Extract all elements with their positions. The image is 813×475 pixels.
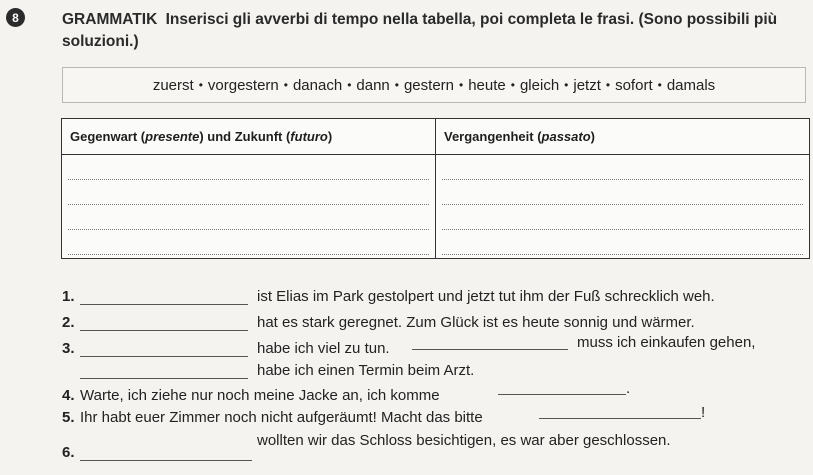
sentence-3-text-a: habe ich viel zu tun. [257,340,390,357]
word-bank-item: zuerst [152,76,194,94]
exercise-instruction [62,9,802,53]
word-bank-item: heute [468,76,506,94]
sentence-4-text: Warte, ich ziehe nur noch meine Jacke an, ich komme [80,387,440,404]
column-header-present-future: Gegenwart (presente) und Zukunft (futuro) [62,119,436,155]
table-cell-past[interactable] [436,205,810,230]
table-cell-past[interactable] [436,155,810,181]
sentence-6-blank[interactable] [80,460,252,461]
word-bank-item: damals [666,76,716,94]
word-separator: • [283,78,288,92]
table-cell-past[interactable] [436,230,810,259]
word-separator: • [347,78,352,92]
table-cell-present[interactable] [62,230,436,259]
sentence-5-number: 5. [62,409,75,426]
sentence-3-text-b: muss ich einkaufen gehen, [577,334,756,351]
word-bank-item: sofort [615,76,653,94]
sentence-3-number: 3. [62,340,75,357]
word-bank-item: gestern [403,76,455,94]
table-cell-present[interactable] [62,205,436,230]
sentence-1-blank[interactable] [80,304,248,305]
word-bank-item: vorgestern [207,76,279,94]
word-separator: • [510,78,515,92]
sentence-3-blank-1[interactable] [80,356,248,357]
sentence-4-number: 4. [62,387,75,404]
exercise-number-badge: 8 [6,8,25,27]
table-cell-past[interactable] [436,180,810,205]
word-separator: • [605,78,611,92]
sentence-3-blank-2[interactable] [412,349,568,350]
word-bank-item: dann [356,76,390,94]
word-bank [62,67,806,103]
table-cell-present[interactable] [62,155,436,181]
exercise-title: GRAMMATIK [62,11,158,28]
column-header-past: Vergangenheit (passato) [436,119,810,155]
sentence-1-text: ist Elias im Park gestolpert und jetzt tut ihm der Fuß schrecklich weh. [257,288,715,305]
sentence-2-text: hat es stark geregnet. Zum Glück ist es heute sonnig und wärmer. [257,314,695,331]
instruction-text: Inserisci gli avverbi di tempo nella tabella, poi completa le frasi. (Sono possibili più soluzioni.) [62,11,778,50]
sentence-2-blank[interactable] [80,330,248,331]
word-separator: • [459,78,464,92]
word-separator: • [394,78,399,92]
word-separator: • [198,78,203,92]
sentence-6-text: wollten wir das Schloss besichtigen, es war aber geschlossen. [257,432,671,449]
word-separator: • [657,78,662,92]
sentence-3-blank-3[interactable] [80,378,248,379]
table-cell-present[interactable] [62,180,436,205]
sentence-6-number: 6. [62,444,75,461]
word-bank-item: jetzt [573,76,601,94]
word-separator: • [564,78,569,92]
word-bank-item: danach [292,76,343,94]
sentence-5-blank[interactable] [539,418,701,419]
sentence-5-end: ! [701,404,706,421]
sentence-3-text-c: habe ich einen Termin beim Arzt. [257,362,475,379]
sentence-1-number: 1. [62,288,75,305]
sentence-2-number: 2. [62,314,75,331]
sentence-4-end: . [626,380,631,397]
sentence-5-text: Ihr habt euer Zimmer noch nicht aufgeräumt! Macht das bitte [80,409,483,426]
sentence-4-blank[interactable] [498,394,626,395]
adverb-table [61,118,810,259]
word-bank-item: gleich [519,76,560,94]
